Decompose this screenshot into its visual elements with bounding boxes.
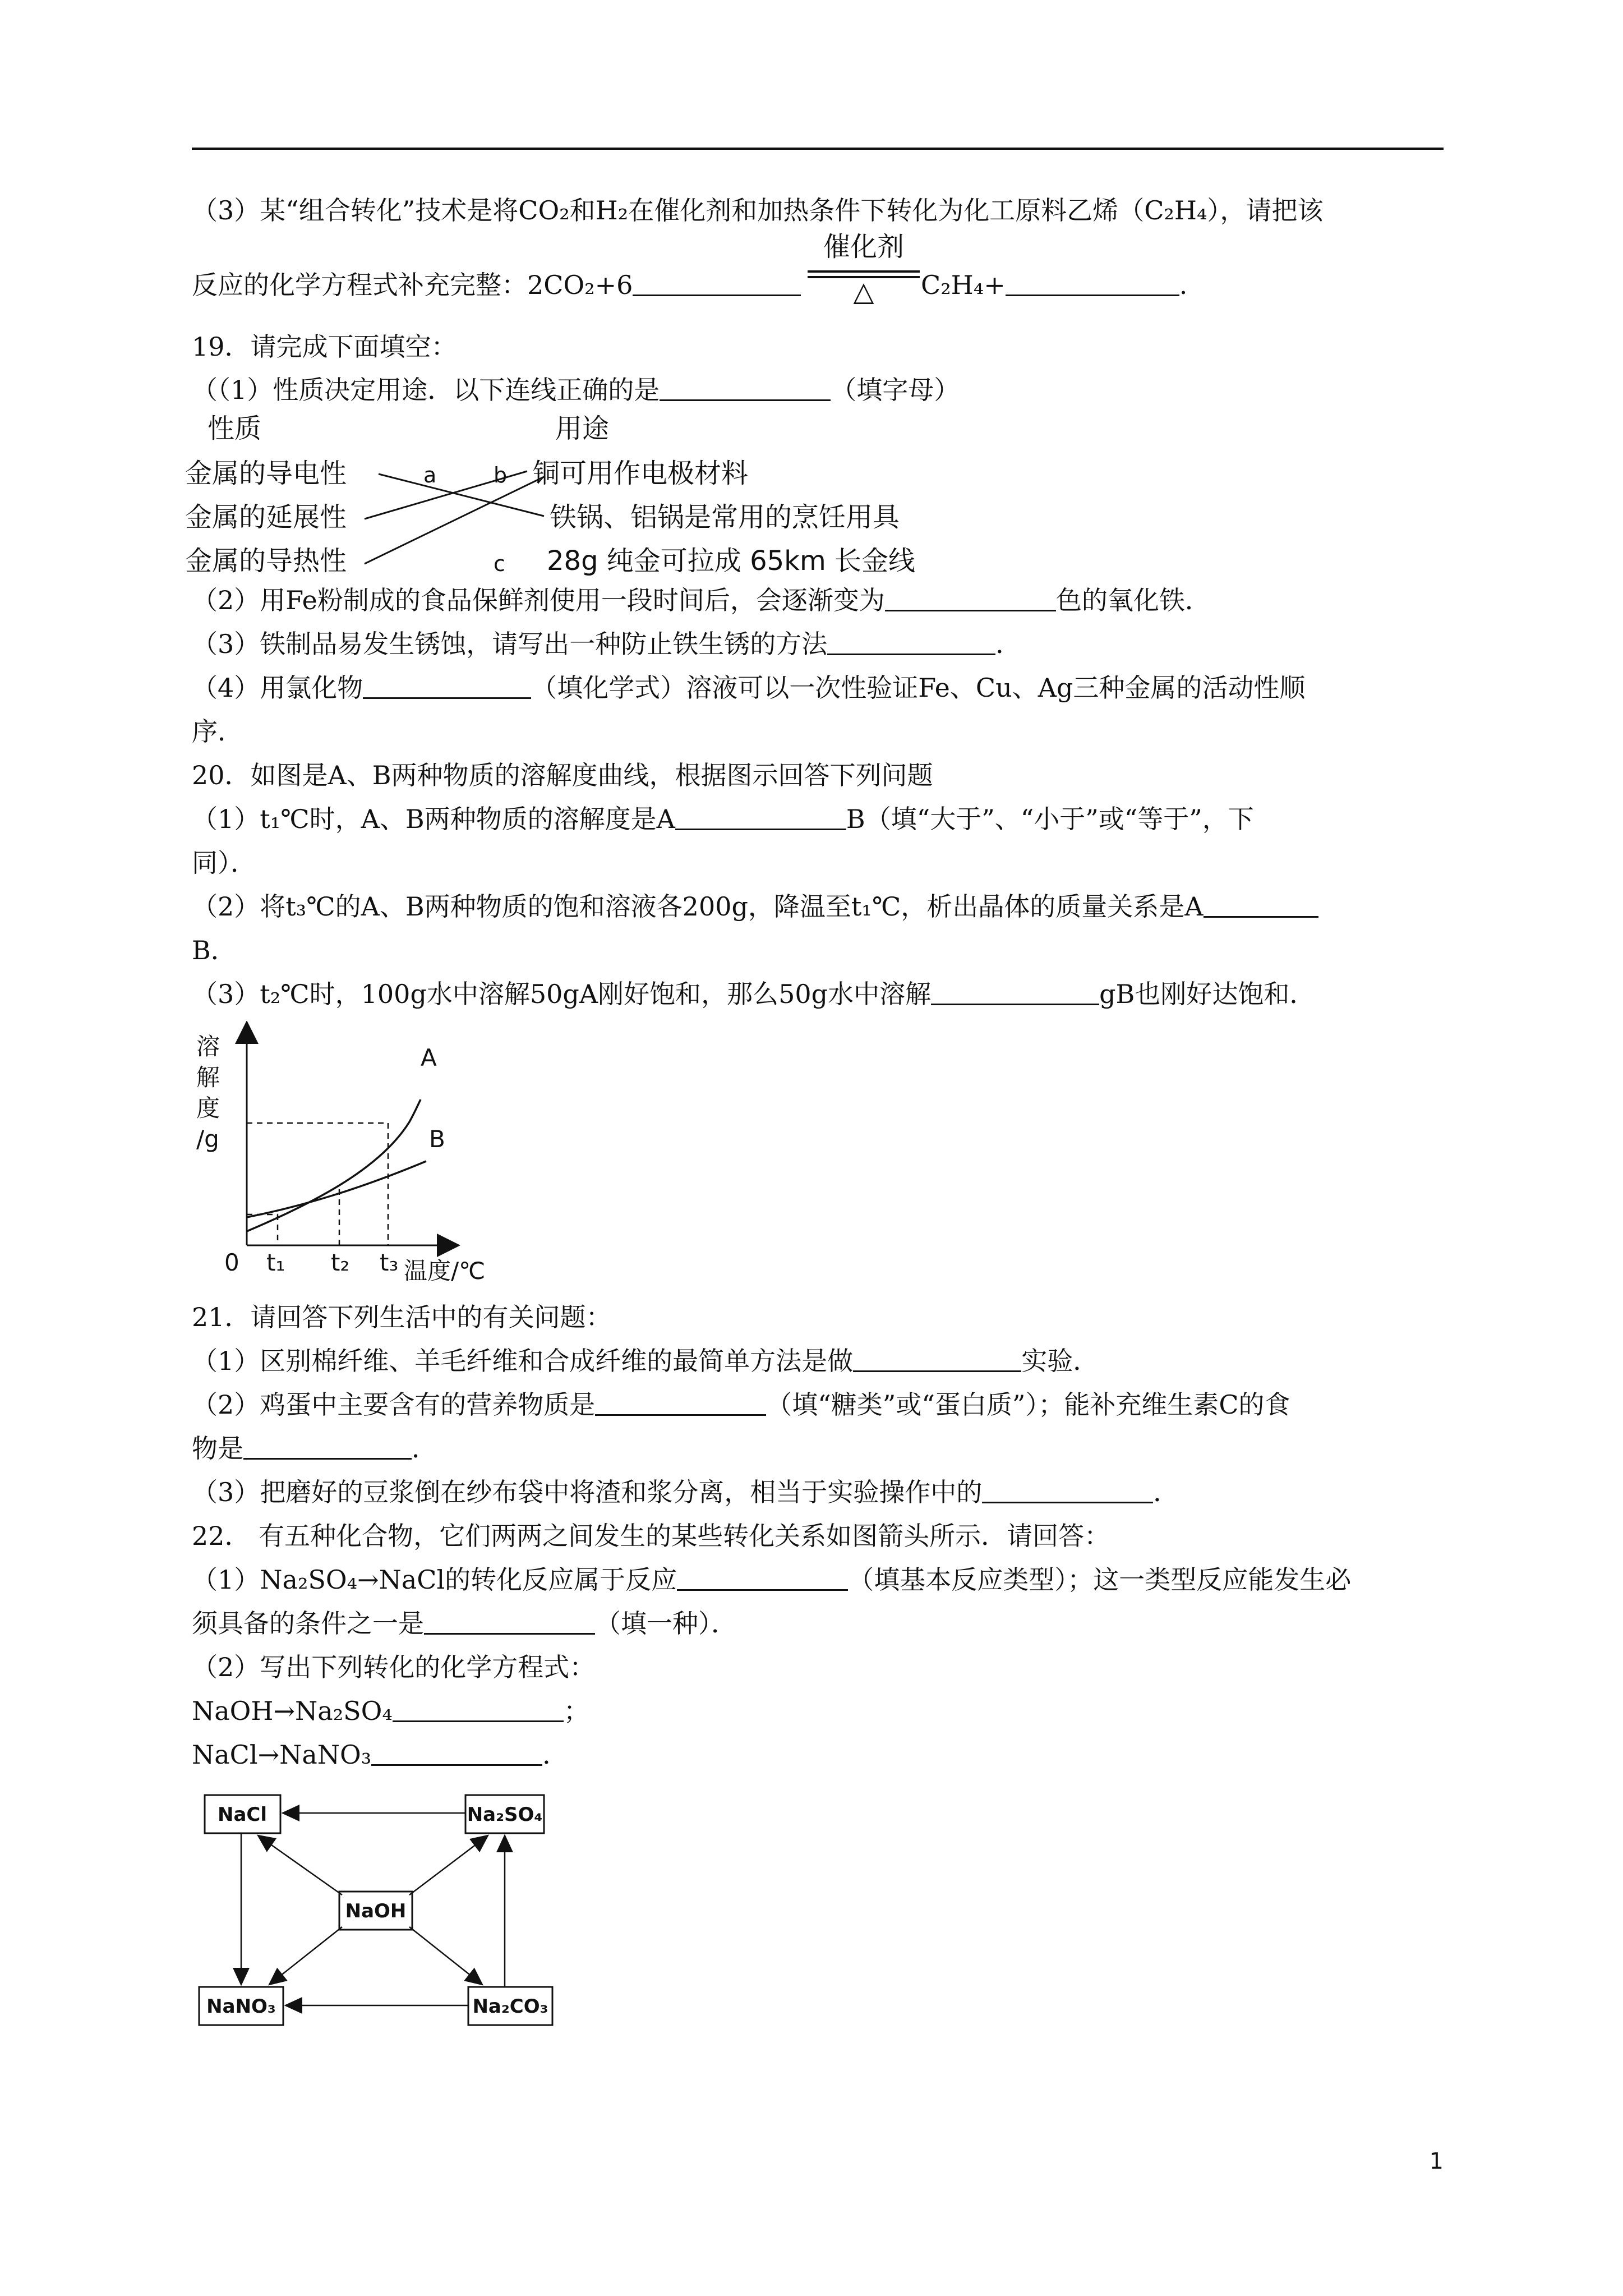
- answer-blank[interactable]: [675, 804, 846, 830]
- ylabel-char: /g: [196, 1125, 219, 1153]
- q22-p1-line2: 须具备的条件之一是 （填一种）．: [192, 1608, 737, 1639]
- q22-p1: （1）Na₂SO₄→NaCl的转化反应属于反应 （填基本反应类型）；这一类型反应能发生必: [192, 1565, 1352, 1595]
- q22-eq2: NaCl→NaNO₃ ．: [192, 1740, 569, 1770]
- q19-p3: （3）铁制品易发生锈蚀，请写出一种防止铁生锈的方法 ．: [192, 629, 1022, 659]
- q20-title: 20．如图是A、B两种物质的溶解度曲线，根据图示回答下列问题: [192, 760, 933, 790]
- q19-p2: （2）用Fe粉制成的食品保鲜剂使用一段时间后，会逐渐变为 色的氧化铁．: [192, 585, 1211, 615]
- answer-blank[interactable]: [853, 1346, 1021, 1372]
- q21-title: 21．请回答下列生活中的有关问题：: [192, 1302, 612, 1332]
- answer-blank[interactable]: [424, 1608, 595, 1635]
- q22-title: 22． 有五种化合物，它们两两之间发生的某些转化关系如图箭头所示．请回答：: [192, 1521, 1110, 1551]
- answer-blank[interactable]: [595, 1389, 766, 1416]
- answer-blank[interactable]: [243, 1433, 412, 1460]
- tick-t3: t₃: [380, 1249, 399, 1276]
- conversion-diagram: [191, 1778, 583, 2042]
- ylabel-char: 溶: [196, 1033, 220, 1060]
- tick-t1: t₁: [266, 1249, 285, 1276]
- q21-p2-line2: 物是 ．: [192, 1433, 437, 1464]
- left-item: 金属的导热性: [185, 545, 347, 577]
- answer-blank[interactable]: [827, 629, 995, 655]
- q19-p4-line2: 序．: [192, 716, 243, 747]
- right-item: 铜可用作电极材料: [533, 458, 749, 489]
- answer-blank[interactable]: [633, 270, 801, 296]
- right-item: 铁锅、铝锅是常用的烹饪用具: [550, 501, 900, 533]
- q21-p1: （1）区别棉纤维、羊毛纤维和合成纤维的最简单方法是做 实验．: [192, 1346, 1099, 1376]
- label-na2so4: Na₂SO₄: [467, 1803, 543, 1826]
- q21-p2: （2）鸡蛋中主要含有的营养物质是 （填“糖类”或“蛋白质”）；能补充维生素C的食: [192, 1389, 1290, 1420]
- answer-blank[interactable]: [931, 979, 1099, 1005]
- catalyst-label: 催化剂: [823, 231, 904, 263]
- property-use-diagram: [185, 404, 970, 583]
- label-naoh: NaOH: [345, 1900, 407, 1922]
- q19-p1: （（1）性质决定用途．以下连线正确的是 （填字母）: [192, 375, 960, 405]
- reaction-condition: [808, 230, 920, 320]
- answer-blank[interactable]: [363, 673, 531, 699]
- header-rule: [192, 148, 1444, 150]
- q20-p1: （1）t₁℃时，A、B两种物质的溶解度是A B（填“大于”、“小于”或“等于”，下: [192, 804, 1254, 834]
- solubility-curve-graph: [191, 1021, 538, 1290]
- answer-blank[interactable]: [677, 1565, 848, 1591]
- q18-p3-line2: 反应的化学方程式补充完整：2CO₂+6: [192, 268, 801, 302]
- curve-label-a: A: [421, 1044, 437, 1071]
- left-item: 金属的导电性: [185, 458, 347, 489]
- label-nacl: NaCl: [217, 1803, 268, 1826]
- page-number: 1: [1429, 2148, 1444, 2174]
- q21-p3: （3）把磨好的豆浆倒在纱布袋中将渣和浆分离，相当于实验操作中的 ．: [192, 1477, 1179, 1507]
- right-item: 28g 纯金可拉成 65km 长金线: [547, 545, 915, 577]
- header-left: 性质: [208, 413, 262, 444]
- letter-b: b: [494, 463, 508, 487]
- letter-a: a: [423, 463, 437, 487]
- q19-p4: （4）用氯化物 （填化学式）溶液可以一次性验证Fe、Cu、Ag三种金属的活动性顺: [192, 673, 1306, 703]
- q20-p2-line2: B．: [192, 935, 237, 965]
- q19-title: 19．请完成下面填空：: [192, 332, 457, 362]
- curve-b: [247, 1161, 426, 1217]
- answer-blank[interactable]: [982, 1477, 1153, 1503]
- left-item: 金属的延展性: [185, 501, 347, 533]
- q22-p2: （2）写出下列转化的化学方程式：: [192, 1652, 596, 1682]
- q20-p2: （2）将t₃℃的A、B两种物质的饱和溶液各200g，降温至t₁℃，析出晶体的质量关系是A: [192, 890, 1318, 923]
- tick-t2: t₂: [331, 1249, 350, 1276]
- heat-symbol: △: [853, 276, 874, 307]
- q20-p1-line2: 同）．: [192, 848, 256, 878]
- q22-eq1: NaOH→Na₂SO₄ ；: [192, 1696, 589, 1726]
- answer-blank[interactable]: [660, 375, 831, 401]
- q18-p3-line2b: C₂H₄+ .: [921, 270, 1188, 300]
- answer-blank[interactable]: [885, 585, 1056, 611]
- q18-p3-line1: （3）某“组合转化”技术是将CO₂和H₂在催化剂和加热条件下转化为化工原料乙烯（C₂H₄），请把该: [192, 195, 1324, 226]
- origin-label: 0: [224, 1249, 239, 1276]
- xlabel: 温度/℃: [404, 1257, 486, 1285]
- curve-label-b: B: [429, 1125, 445, 1153]
- ylabel-char: 度: [196, 1094, 220, 1122]
- header-right: 用途: [555, 413, 610, 444]
- label-na2co3: Na₂CO₃: [472, 1995, 548, 2018]
- answer-blank[interactable]: [1006, 270, 1179, 296]
- answer-blank[interactable]: [371, 1740, 542, 1766]
- label-nano3: NaNO₃: [206, 1995, 276, 2018]
- answer-blank[interactable]: [1204, 891, 1318, 918]
- ylabel-char: 解: [196, 1064, 220, 1091]
- q20-p3: （3）t₂℃时，100g水中溶解50gA刚好饱和，那么50g水中溶解 gB也刚好达饱和．: [192, 979, 1316, 1009]
- answer-blank[interactable]: [393, 1696, 564, 1722]
- letter-c: c: [494, 551, 505, 576]
